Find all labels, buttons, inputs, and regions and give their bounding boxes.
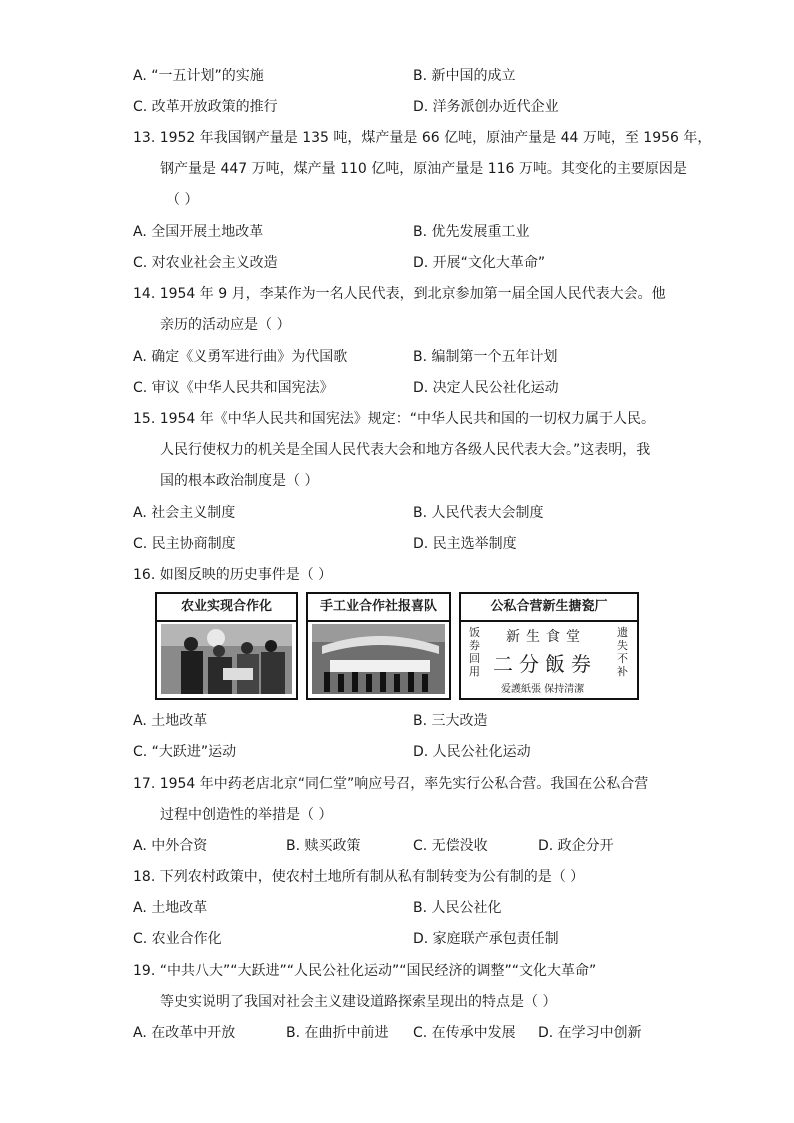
agriculture-photo-illustration	[161, 624, 292, 694]
q17-stem-line1: 17. 1954 年中药老店北京“同仁堂”响应号召，率先实行公私合营。我国在公私合营	[133, 776, 649, 792]
q19-stem-line2: 等史实说明了我国对社会主义建设道路探索呈现出的特点是（ ）	[160, 994, 557, 1010]
ticket-right-text: 遗失不补	[617, 626, 628, 678]
q18-option-c: C. 农业合作化	[133, 931, 222, 947]
q15-stem-line3: 国的根本政治制度是（ ）	[160, 473, 319, 489]
q14-option-d: D. 决定人民公社化运动	[413, 380, 559, 396]
ticket-main-text: 二分飯券	[493, 652, 597, 676]
q14-option-b: B. 编制第一个五年计划	[413, 349, 558, 365]
q13-option-d: D. 开展“文化大革命”	[413, 255, 546, 271]
q16-option-d: D. 人民公社化运动	[413, 744, 531, 760]
q15-stem-line2: 人民行使权力的机关是全国人民代表大会和地方各级人民代表大会。”这表明，我	[160, 442, 651, 458]
q16-option-c: C. “大跃进”运动	[133, 744, 237, 760]
q13-option-c: C. 对农业社会主义改造	[133, 255, 278, 271]
q19-option-b: B. 在曲折中前进	[286, 1025, 389, 1041]
ticket-footer-text: 爱護紙張 保持清潔	[501, 684, 585, 695]
q17-option-c: C. 无偿没收	[413, 838, 488, 854]
q12-option-d: D. 洋务派创办近代企业	[413, 99, 559, 115]
q17-option-d: D. 政企分开	[538, 838, 614, 854]
photo2-caption: 手工业合作社报喜队	[308, 594, 449, 622]
q15-option-d: D. 民主选举制度	[413, 536, 517, 552]
q19-stem-line1: 19. “中共八大”“大跃进”“人民公社化运动”“国民经济的调整”“文化大革命”	[133, 963, 597, 979]
q18-option-b: B. 人民公社化	[413, 900, 502, 916]
q13-option-b: B. 优先发展重工业	[413, 224, 530, 240]
q12-option-c: C. 改革开放政策的推行	[133, 99, 278, 115]
q12-option-b: B. 新中国的成立	[413, 68, 516, 84]
q14-stem-line1: 14. 1954 年 9 月，李某作为一名人民代表，到北京参加第一届全国人民代表大会。他	[133, 286, 666, 302]
q13-stem-line1: 13. 1952 年我国钢产量是 135 吨，煤产量是 66 亿吨，原油产量是 44 万吨，至 1956 年，	[133, 130, 712, 146]
q15-option-c: C. 民主协商制度	[133, 536, 236, 552]
photo2-image	[312, 624, 445, 694]
meal-ticket-enamel-factory	[459, 592, 639, 700]
q16-stem-line1: 16. 如图反映的历史事件是（ ）	[133, 567, 333, 583]
q13-option-a: A. 全国开展土地改革	[133, 224, 264, 240]
parade-photo-illustration	[312, 624, 445, 694]
ticket-left-text: 饭券回用	[469, 626, 480, 678]
photo1-caption: 农业实现合作化	[157, 594, 296, 622]
photo-agriculture-cooperative	[155, 592, 298, 700]
photo-handicraft-cooperative	[306, 592, 451, 700]
q18-option-a: A. 土地改革	[133, 900, 208, 916]
q14-option-c: C. 审议《中华人民共和国宪法》	[133, 380, 334, 396]
photo1-image	[161, 624, 292, 694]
ticket-title: 新生食堂	[506, 629, 586, 645]
q19-option-d: D. 在学习中创新	[538, 1025, 642, 1041]
q17-option-b: B. 赎买政策	[286, 838, 361, 854]
q12-option-a: A. “一五计划”的实施	[133, 68, 264, 84]
q19-option-c: C. 在传承中发展	[413, 1025, 516, 1041]
q16-option-a: A. 土地改革	[133, 713, 208, 729]
q16-option-b: B. 三大改造	[413, 713, 488, 729]
q17-stem-line2: 过程中创造性的举措是（ ）	[160, 807, 333, 823]
q15-option-a: A. 社会主义制度	[133, 505, 236, 521]
q19-option-a: A. 在改革中开放	[133, 1025, 236, 1041]
q18-option-d: D. 家庭联产承包责任制	[413, 931, 559, 947]
q14-stem-line2: 亲历的活动应是（ ）	[160, 317, 291, 333]
q13-stem-line3: （ ）	[166, 192, 199, 208]
q18-stem-line1: 18. 下列农村政策中，使农村土地所有制从私有制转变为公有制的是（ ）	[133, 869, 585, 885]
q15-stem-line1: 15. 1954 年《中华人民共和国宪法》规定：“中华人民共和国的一切权力属于人民。	[133, 411, 656, 427]
q13-stem-line2: 钢产量是 447 万吨，煤产量 110 亿吨，原油产量是 116 万吨。其变化的主要原因是	[160, 161, 687, 177]
q15-option-b: B. 人民代表大会制度	[413, 505, 544, 521]
q14-option-a: A. 确定《义勇军进行曲》为代国歌	[133, 349, 348, 365]
q17-option-a: A. 中外合资	[133, 838, 208, 854]
photo3-caption: 公私合营新生搪瓷厂	[461, 594, 637, 622]
